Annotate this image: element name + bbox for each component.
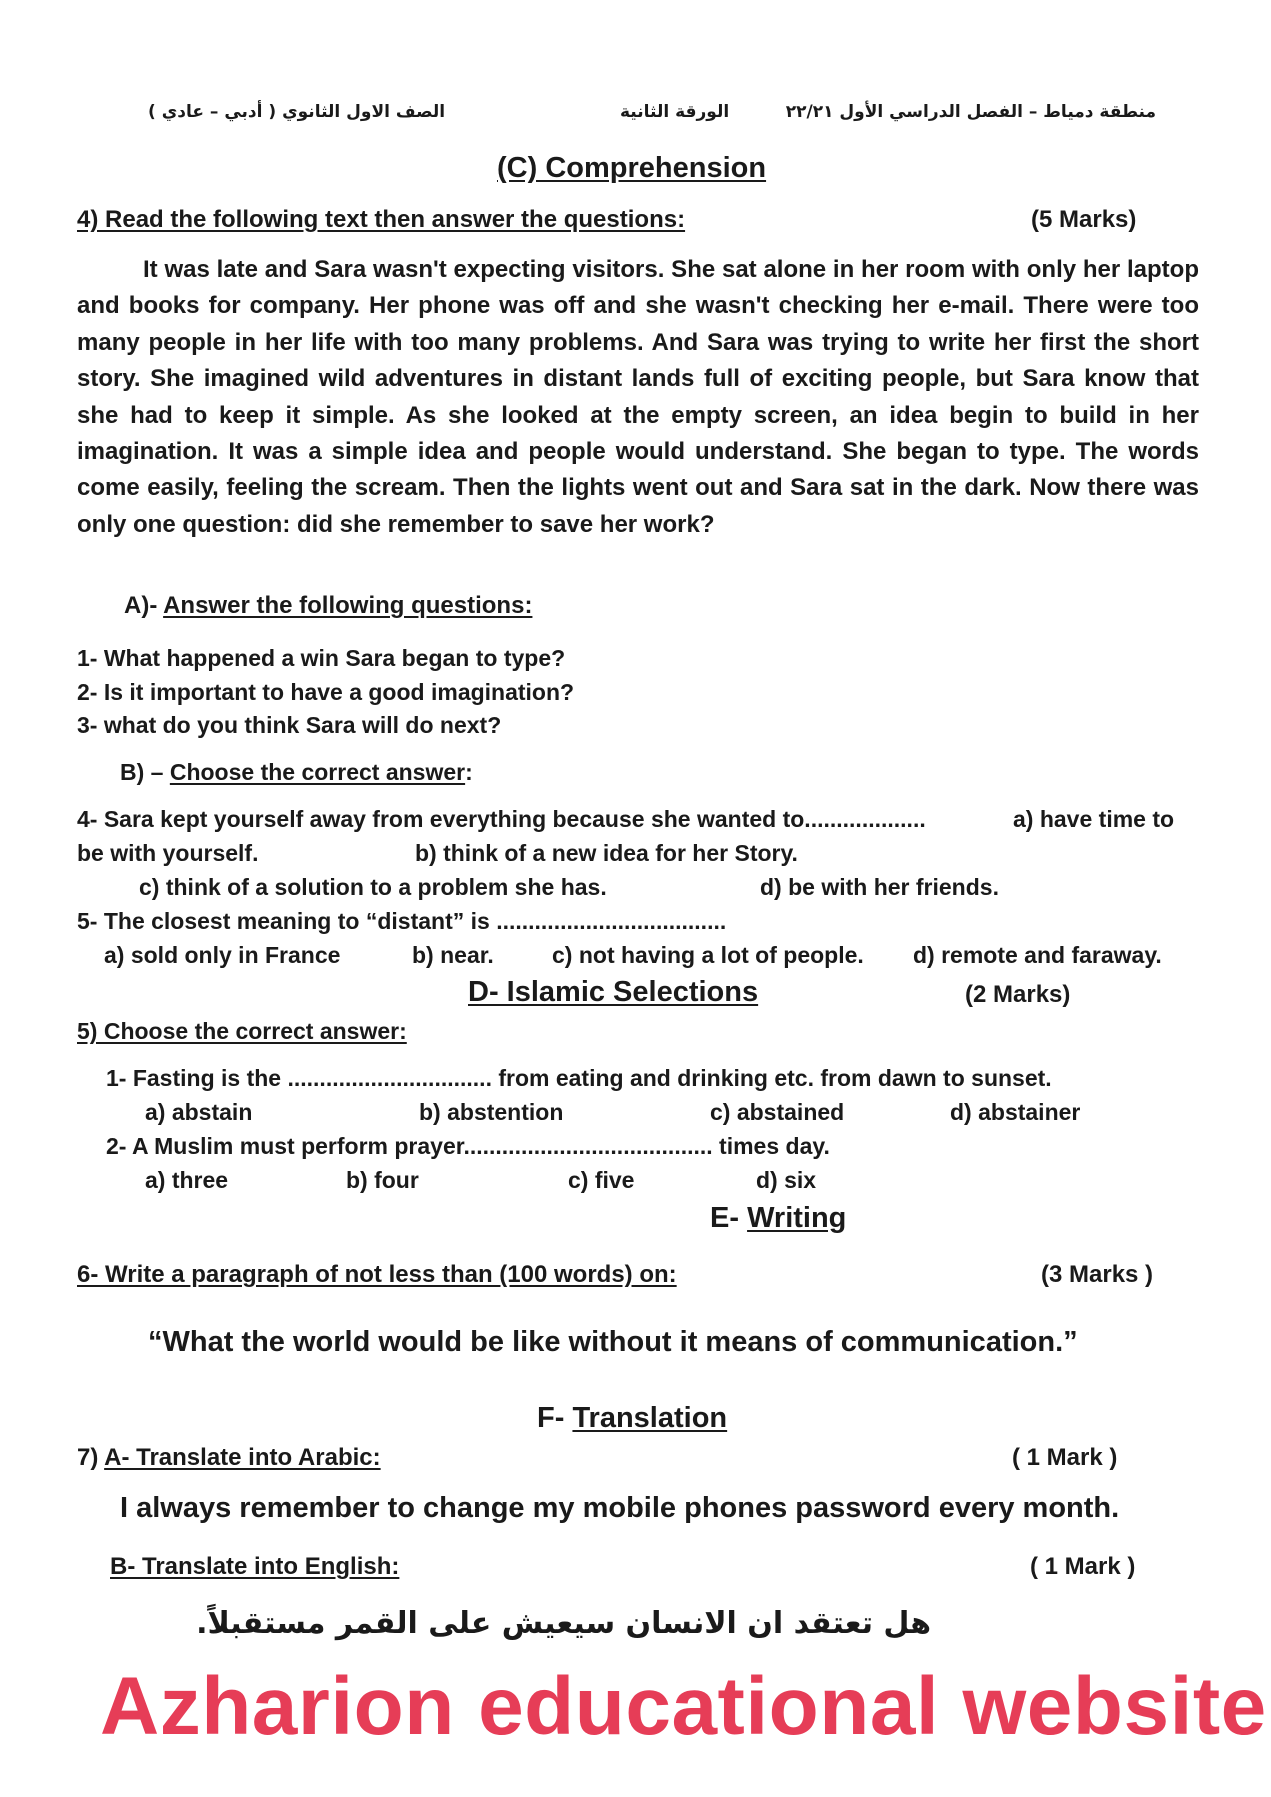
islamic-q1-stem: 1- Fasting is the ................................ from eating and drinking etc. from dawn to sunset. [106,1065,1052,1091]
islamic-q2-stem: 2- A Muslim must perform prayer....................................... times day. [106,1133,830,1159]
question-6-marks: (3 Marks ) [1041,1261,1154,1288]
translate-arabic-marks: ( 1 Mark ) [1012,1444,1118,1471]
question-7-prefix: 7) [77,1444,105,1471]
mcq-4-option-a: a) have time to [1013,806,1175,832]
mcq-4-option-d: d) be with her friends. [760,874,999,900]
header-grade: الصف الاول الثانوي ( أدبي – عادي ) [148,102,446,122]
translation-prefix: F- [537,1402,573,1434]
mcq-4-option-c: c) think of a solution to a problem she has. [139,874,607,900]
islamic-q1-option-a: a) abstain [145,1099,253,1125]
question-4-marks: (5 Marks) [1031,206,1137,233]
islamic-q1-option-d: d) abstainer [950,1099,1081,1125]
islamic-marks: (2 Marks) [965,981,1071,1008]
translate-english-marks: ( 1 Mark ) [1030,1553,1136,1580]
question-2: 2- Is it important to have a good imagination? [77,679,575,705]
part-a-prefix: A)- [124,592,164,619]
mcq-5-option-b: b) near. [412,942,494,968]
question-1: 1- What happened a win Sara began to type? [77,645,566,671]
section-title-writing [710,1202,846,1235]
mcq-5-option-d: d) remote and faraway. [913,942,1162,968]
mcq-5-option-c: c) not having a lot of people. [552,942,864,968]
section-title-comprehension: (C) Comprehension [497,152,767,184]
writing-prefix: E- [710,1202,748,1234]
question-4-label: 4) Read the following text then answer the questions: [77,206,686,233]
part-b-prefix: B) – [120,759,170,785]
translate-arabic-label: A- Translate into Arabic: [104,1444,381,1471]
part-b-title: Choose the correct answer [169,759,466,785]
reading-passage: It was late and Sara wasn't expecting visitors. She sat alone in her room with only her laptop and books for company. Her phone was off and she wasn't checking her e-mail. There were too many people in her life with too many problems. And Sara was trying to write her first the short story. She imagined wild adventures in distant lands full of exciting people, but Sara know that she had to keep it simple. As she looked at the empty screen, an idea begin to build in her imagination. It was a simple idea and people would understand. She began to type. The words come easily, feeling the scream. Then the lights went out and Sara sat in the dark. Now there was only one question: did she remember to save her work? [77,256,1199,538]
section-title-translation [537,1402,727,1435]
translate-english-sentence: هل تعتقد ان الانسان سيعيش على القمر مستقبلاً. [196,1606,931,1641]
mcq-4-stem: 4- Sara kept yourself away from everything because she wanted to................... [77,806,926,832]
islamic-q2-option-b: b) four [346,1167,419,1193]
part-b-colon: : [465,759,473,785]
section-title-islamic: D- Islamic Selections [468,976,759,1008]
mcq-5-option-a: a) sold only in France [104,942,341,968]
header-region-term: منطقة دمياط – الفصل الدراسي الأول ٢٢/٢١ [785,102,1156,122]
question-3: 3- what do you think Sara will do next? [77,712,502,738]
writing-topic: “What the world would be like without it means of communication.” [148,1326,1078,1358]
islamic-q2-option-c: c) five [568,1167,635,1193]
islamic-q2-option-a: a) three [145,1167,229,1193]
part-a-title: Answer the following questions: [163,592,533,619]
mcq-4-option-b: b) think of a new idea for her Story. [415,840,798,866]
translate-arabic-sentence: I always remember to change my mobile phones password every month. [120,1492,1120,1524]
mcq-4-option-a-cont: be with yourself. [77,840,259,866]
writing-title: Writing [747,1202,847,1234]
site-watermark: Azharion educational website [100,1661,1267,1752]
islamic-q1-option-c: c) abstained [710,1099,845,1125]
translation-title: Translation [572,1402,728,1434]
question-5-label: 5) Choose the correct answer: [77,1018,407,1044]
part-a-heading [124,592,532,620]
part-b-heading [120,759,473,786]
translate-english-label: B- Translate into English: [110,1553,400,1580]
header-paper-number: الورقة الثانية [620,102,730,122]
mcq-5-stem: 5- The closest meaning to “distant” is .................................... [77,908,727,934]
question-6-label: 6- Write a paragraph of not less than (100 words) on: [77,1261,677,1288]
islamic-q1-option-b: b) abstention [419,1099,564,1125]
question-7-label [77,1444,381,1472]
islamic-q2-option-d: d) six [756,1167,817,1193]
